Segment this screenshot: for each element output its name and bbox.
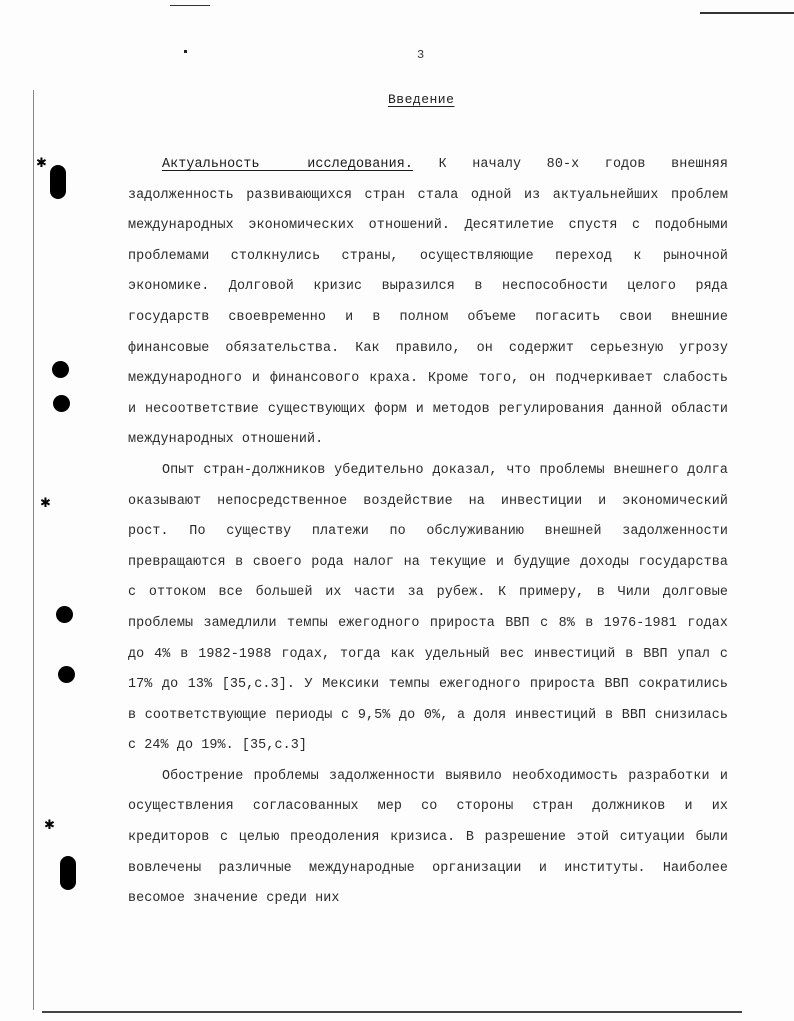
binder-hole [53, 395, 70, 412]
binder-hole [58, 666, 75, 683]
scan-edge-bottom [42, 1011, 742, 1013]
paragraph-text: Опыт стран-должников убедительно доказал, что проблемы внешнего долга оказывают непосредственное воздействие на инвестиции и экономический рост. По существу платежи по обслуживанию внешней задолженности превращаются в своего рода налог на текущие и будущие доходы государства с оттоком все большей их части за рубеж. К примеру, в Чили долговые проблемы замедлили темпы ежегодного прироста ВВП с 8% в 1976-1981 годах до 4% в 1982-1988 годах, тогда как удельный вес инвестиций в ВВП упал с 17% до 13% [35,с.3]. У Мексики темпы ежегодного прироста ВВП сократились в соответствующие периоды с 9,5% до 0%, а доля инвестиций в ВВП снизилась с 24% до 19%. [35,с.3] [128, 462, 728, 754]
section-title: Введение [388, 92, 455, 107]
scan-edge-top [170, 5, 210, 6]
paragraph [128, 150, 728, 456]
lead-term: Актуальность исследования. [162, 157, 413, 172]
scan-mark [184, 50, 187, 53]
binder-speck-icon: ✱ [40, 496, 51, 511]
paragraph [128, 456, 728, 762]
page-number: 3 [417, 48, 425, 62]
binder-hole [50, 165, 66, 199]
binder-speck-icon: ✱ [44, 818, 55, 833]
body-text [128, 150, 728, 915]
paragraph-text: Обострение проблемы задолженности выявило необходимость разработки и осуществления согласованных мер со стороны стран должников и их кредиторов с целью преодоления кризиса. В разрешение этой ситуации были вовлечены различные международные организации и институты. Наиболее весомое значение среди них [128, 768, 728, 907]
scan-edge-top-right [700, 12, 794, 14]
scan-edge-left [33, 90, 34, 1010]
paragraph [128, 762, 728, 915]
binder-hole [52, 361, 69, 378]
binder-hole [56, 606, 73, 623]
binder-hole [60, 856, 76, 890]
paragraph-text: К началу 80-х годов внешняя задолженность развивающихся стран стала одной из актуальнейших проблем международных экономических отношений. Десятилетие спустя с подобными проблемами столкнулись страны, осуществляющие переход к рыночной экономике. Долговой кризис выразился в неспособности целого ряда государств своевременно и в полном объеме погасить свои внешние финансовые обязательства. Как правило, он содержит серьезную угрозу международного и финансового краха. Кроме того, он подчеркивает слабость и несоответствие существующих форм и методов регулирования данной области международных отношений. [128, 157, 729, 448]
binder-speck-icon: ✱ [36, 156, 47, 171]
